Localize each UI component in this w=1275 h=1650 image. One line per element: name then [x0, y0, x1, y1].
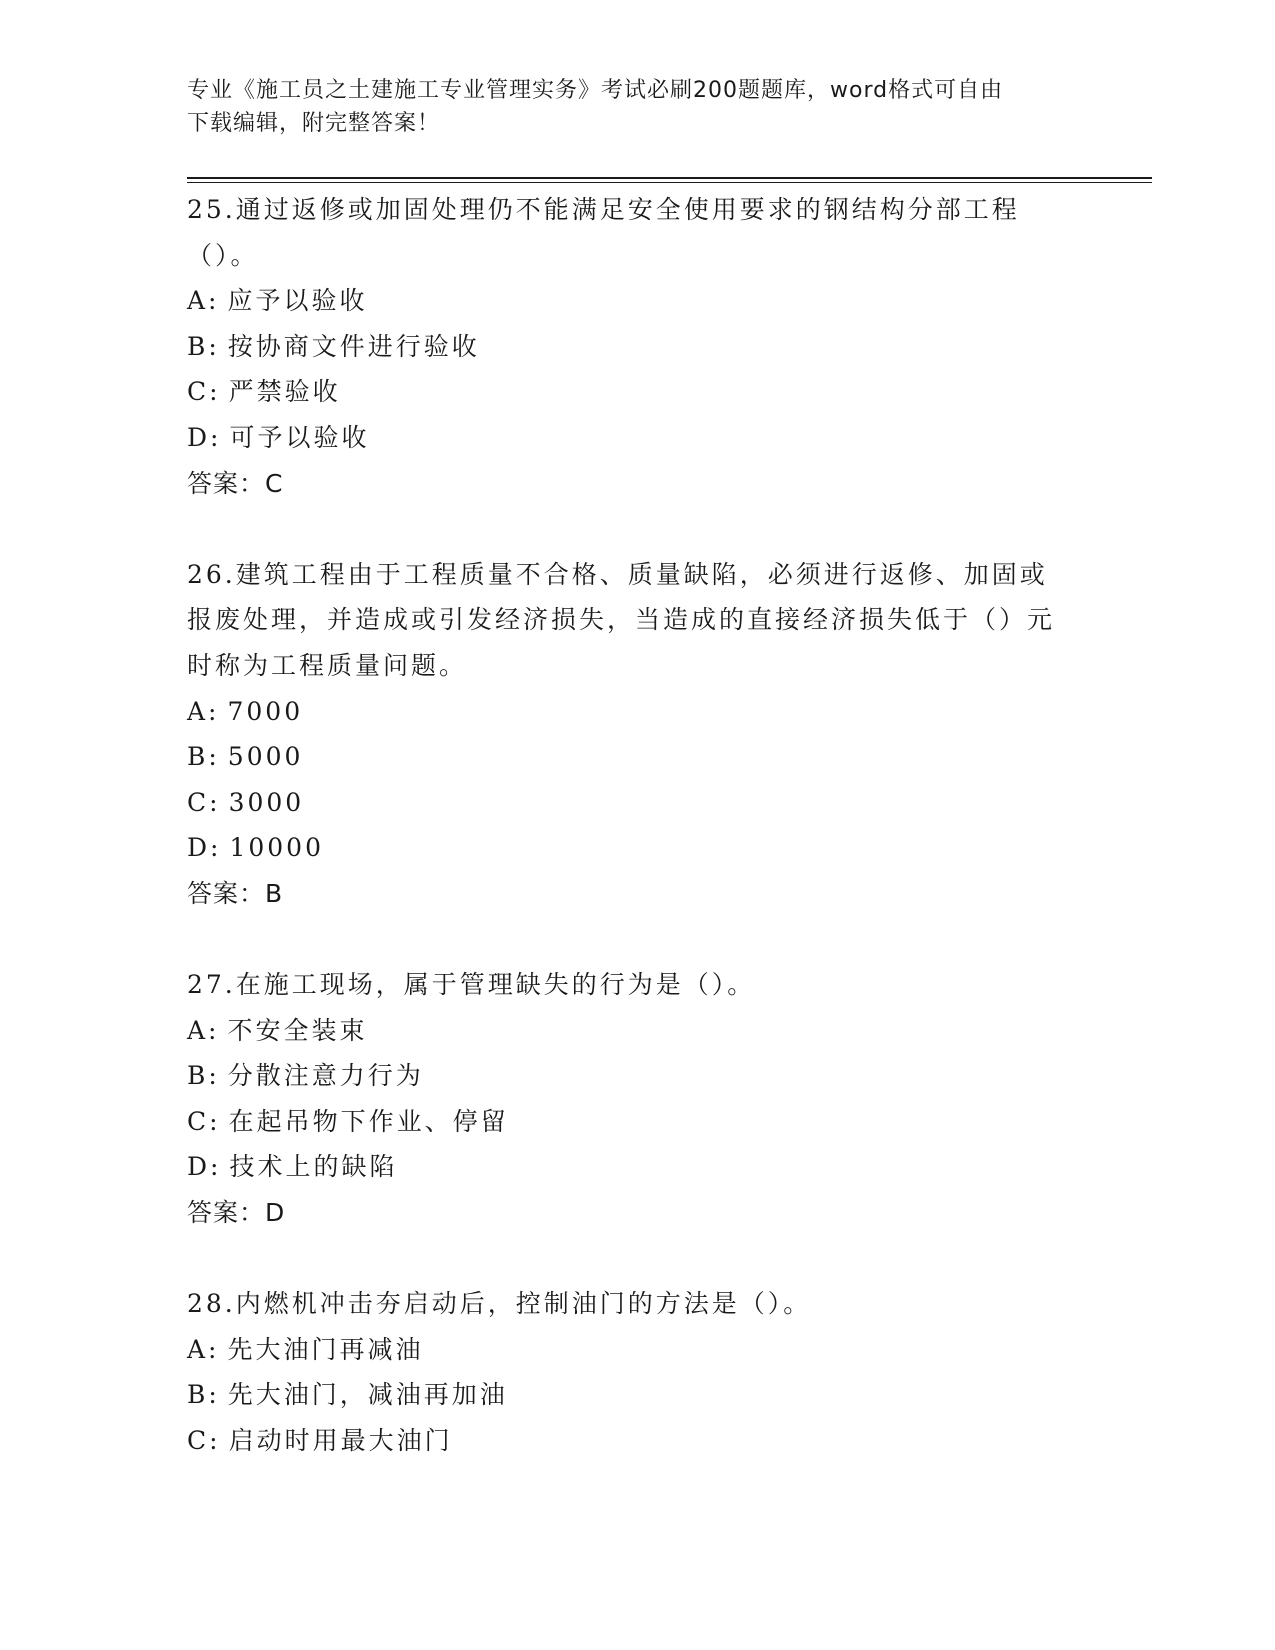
option-text: 5000	[227, 742, 304, 772]
option-letter: C:	[187, 1106, 221, 1136]
option-a	[187, 1008, 1087, 1054]
question-stem: 27.在施工现场，属于管理缺失的行为是（）。	[187, 970, 756, 1000]
answer-line: 答案：C	[187, 468, 284, 498]
option-b	[187, 1372, 1087, 1418]
option-text: 技术上的缺陷	[229, 1152, 398, 1182]
option-letter: C:	[187, 377, 221, 407]
option-a	[187, 1327, 1087, 1373]
header-line-2: 下载编辑，附完整答案！	[187, 111, 441, 136]
header-divider-thick	[187, 177, 1152, 179]
question-spacer	[187, 917, 1087, 963]
question-25	[187, 187, 1087, 506]
option-text: 严禁验收	[228, 377, 341, 407]
option-letter: D:	[187, 833, 222, 863]
question-stem: 26.建筑工程由于工程质量不合格、质量缺陷，必须进行返修、加固或报废处理，并造成或引发经济损失，当造成的直接经济损失低于（）元时称为工程质量问题。	[187, 559, 1056, 680]
question-26	[187, 552, 1087, 917]
option-letter: A:	[187, 696, 220, 726]
option-letter: B:	[187, 331, 220, 361]
option-c	[187, 369, 1087, 415]
header-line-1: 专业《施工员之土建施工专业管理实务》考试必刷200题题库，word格式可自由	[187, 78, 1004, 103]
option-b	[187, 1053, 1087, 1099]
option-text: 先大油门再减油	[227, 1334, 424, 1364]
question-spacer	[187, 506, 1087, 552]
option-text: 3000	[228, 787, 305, 817]
option-text: 按协商文件进行验收	[227, 331, 480, 361]
option-letter: C:	[187, 787, 221, 817]
option-b	[187, 734, 1087, 780]
option-letter: A:	[187, 286, 220, 316]
answer-line: 答案：B	[187, 878, 284, 908]
document-header	[187, 74, 1067, 140]
option-a	[187, 689, 1087, 735]
answer-line: 答案：D	[187, 1198, 286, 1228]
option-text: 10000	[229, 833, 324, 863]
question-28	[187, 1281, 1087, 1463]
option-text: 在起吊物下作业、停留	[228, 1106, 509, 1136]
option-text: 分散注意力行为	[227, 1061, 424, 1091]
option-text: 7000	[227, 696, 304, 726]
option-d	[187, 415, 1087, 461]
question-stem: 25.通过返修或加固处理仍不能满足安全使用要求的钢结构分部工程（）。	[187, 195, 1020, 270]
option-b	[187, 324, 1087, 370]
question-spacer	[187, 1236, 1087, 1282]
option-text: 可予以验收	[229, 422, 370, 452]
option-d	[187, 1144, 1087, 1190]
option-text: 应予以验收	[227, 286, 368, 316]
question-list	[187, 187, 1087, 1464]
option-letter: D:	[187, 422, 222, 452]
option-a	[187, 278, 1087, 324]
header-divider-thin	[187, 182, 1152, 183]
option-letter: B:	[187, 742, 220, 772]
option-letter: A:	[187, 1015, 220, 1045]
option-text: 不安全装束	[227, 1015, 368, 1045]
option-c	[187, 780, 1087, 826]
option-text: 先大油门，减油再加油	[227, 1380, 508, 1410]
option-letter: B:	[187, 1061, 220, 1091]
question-27	[187, 962, 1087, 1236]
option-c	[187, 1418, 1087, 1464]
option-text: 启动时用最大油门	[228, 1426, 453, 1456]
option-letter: B:	[187, 1380, 220, 1410]
option-c	[187, 1099, 1087, 1145]
question-stem: 28.内燃机冲击夯启动后，控制油门的方法是（）。	[187, 1289, 812, 1319]
option-letter: A:	[187, 1334, 220, 1364]
option-d	[187, 825, 1087, 871]
option-letter: D:	[187, 1152, 222, 1182]
option-letter: C:	[187, 1426, 221, 1456]
